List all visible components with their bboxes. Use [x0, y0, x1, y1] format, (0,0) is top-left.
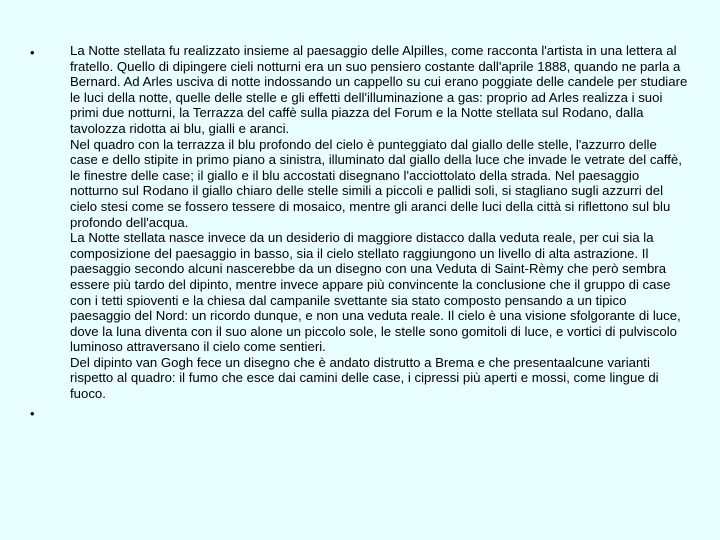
bullet-item	[28, 43, 688, 402]
paragraph: Del dipinto van Gogh fece un disegno che è andato distrutto a Brema e che presentaalcune varianti rispetto al quadro: il fumo che esce dai camini delle case, i cipressi più aperti e mossi, come lingue di fuoco.	[70, 354, 659, 402]
bullet-list	[28, 43, 688, 421]
paragraph: La Notte stellata fu realizzato insieme al paesaggio delle Alpilles, come racconta l'artista in una lettera al fratello. Quello di dipingere cieli notturni era un suo pensiero costante dall'aprile 1888, quando ne parla a Bernard. Ad Arles usciva di notte indossando un cappello su cui erano poggiate delle candele per studiare le luci della notte, quelle delle stelle e gli effetti dell'illuminazione a gas: proprio ad Arles realizza i suoi primi due notturni, la Terrazza del caffè sulla piazza del Forum e la Notte stellata sul Rodano, dalla tavolozza ridotta ai blu, gialli e aranci.	[70, 43, 688, 136]
paragraph: Nel quadro con la terrazza il blu profondo del cielo è punteggiato dal giallo delle stelle, l'azzurro delle case e dello stipite in primo piano a sinistra, illuminato dal giallo della luce che invade le vetrate del caffè, le finestre delle case; il giallo e il blu accostati disegnano l'acciottolato della strada. Nel paesaggio notturno sul Rodano il giallo chiaro delle stelle simili a piccoli e pallidi soli, si stagliano sugli azzurri del cielo stesi come se fossero tessere di mosaico, mentre gli aranci delle luci della città si riflettono sul blu profondo dell'acqua.	[70, 136, 682, 230]
bullet-item-empty	[28, 402, 688, 421]
bullet-marker: •	[30, 405, 35, 421]
bullet-marker: •	[30, 45, 35, 60]
paragraph: La Notte stellata nasce invece da un desiderio di maggiore distacco dalla veduta reale, per cui sia la composizione del paesaggio in basso, sia il cielo stellato raggiungono un livello di alta astrazione. Il paesaggio secondo alcuni nascerebbe da un disegno con una Veduta di Saint-Rèmy che però sembra essere più tardo del dipinto, mentre invece appare più convincente la conclusione che il gruppo di case con i tetti spioventi e la chiesa dal campanile svettante sia stato composto pensando a un tipico paesaggio del Nord: un ricordo dunque, e non una veduta reale. Il cielo è una visione sfolgorante di luce, dove la luna diventa con il suo alone un piccolo sole, le stelle sono gomitoli di luce, e vortici di pulviscolo luminoso attraversano il cielo come sentieri.	[70, 230, 681, 355]
